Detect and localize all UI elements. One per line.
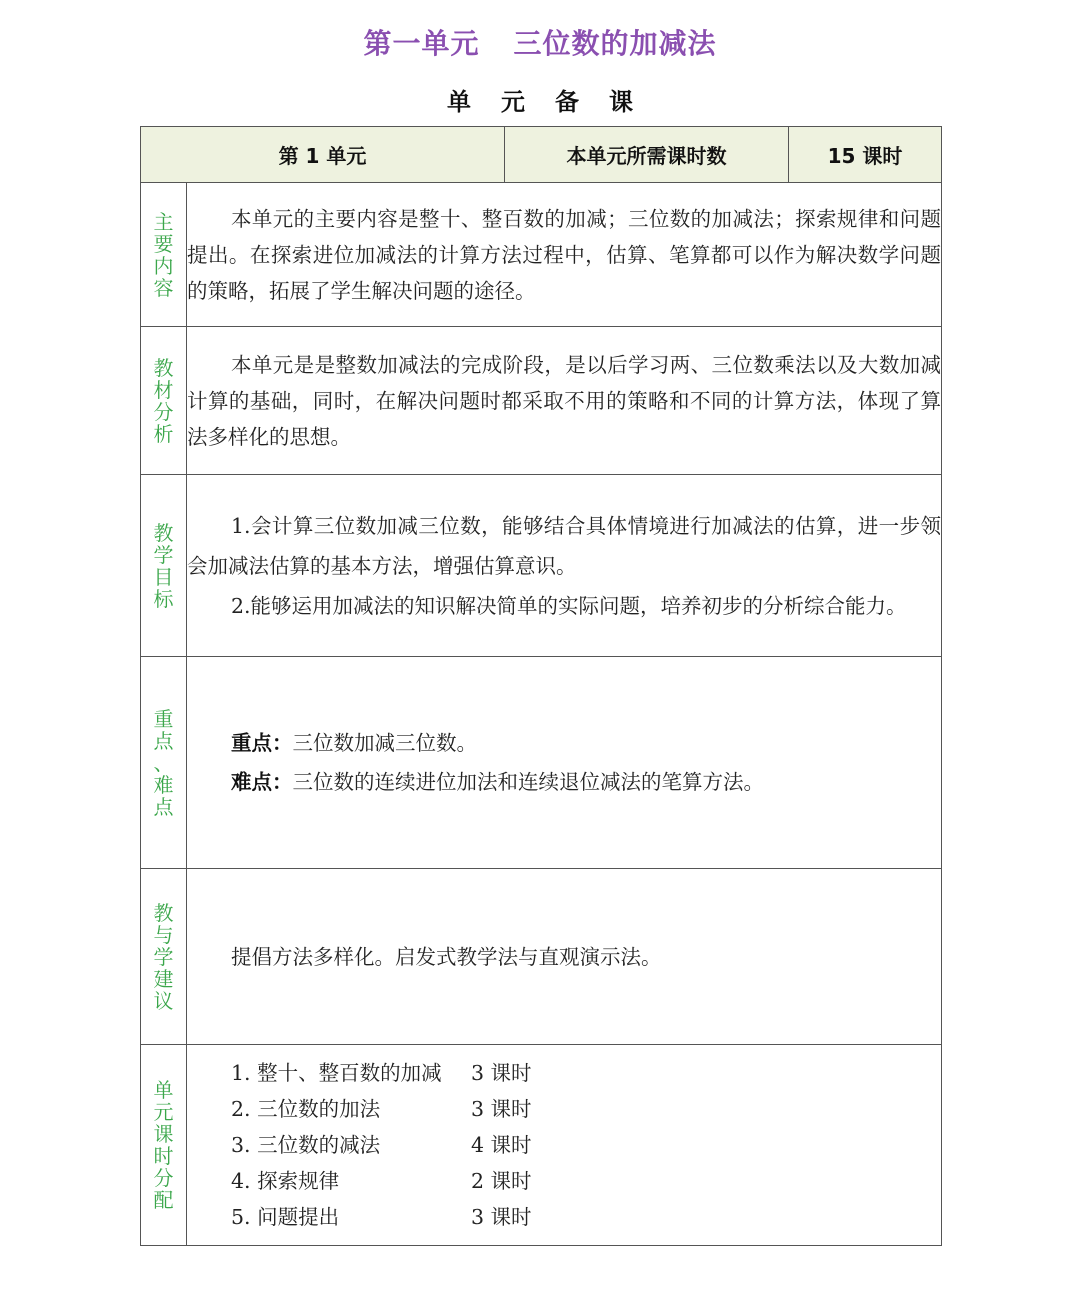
label-char: 点 [153, 728, 174, 753]
label-text [141, 357, 186, 445]
label-char: 教 [153, 355, 174, 380]
side-label-goals [141, 475, 187, 657]
goal-item: 1.会计算三位数加减三位数，能够结合具体情境进行加减法的估算，进一步领会加减法估算的基本方法，增强估算意识。 [187, 513, 941, 578]
schedule-item-name: 4. 探索规律 [231, 1169, 340, 1193]
schedule-item-hours: 3 课时 [471, 1061, 532, 1085]
difficulty-label: 难点： [231, 769, 293, 794]
label-text [141, 522, 186, 610]
analysis-cell [187, 327, 942, 475]
label-char: 学 [153, 542, 174, 567]
suggestions-cell [187, 869, 942, 1045]
hours-label-cell: 本单元所需课时数 [505, 127, 789, 183]
label-char: 分 [153, 399, 174, 424]
hours-value-cell: 15 课时 [789, 127, 942, 183]
side-label-suggestions [141, 869, 187, 1045]
label-char: 主 [153, 209, 174, 234]
label-char: 材 [153, 377, 174, 402]
side-label-key-points [141, 657, 187, 869]
label-char: 目 [153, 564, 174, 589]
label-char: 与 [153, 922, 174, 947]
schedule-item-name: 5. 问题提出 [231, 1205, 340, 1229]
label-char: 析 [153, 421, 174, 446]
label-char: 课 [153, 1122, 174, 1146]
key-point-label: 重点： [231, 730, 293, 755]
schedule-item [231, 1055, 941, 1091]
label-char: 教 [153, 520, 174, 545]
schedule-list [187, 1055, 941, 1235]
difficulty-text: 三位数的连续进位加法和连续退位减法的笔算方法。 [292, 769, 764, 794]
schedule-item [231, 1091, 941, 1127]
label-text [141, 211, 186, 299]
unit-number-cell: 第 1 单元 [141, 127, 505, 183]
label-char: 分 [153, 1166, 174, 1190]
main-content-row [141, 183, 942, 327]
key-points-cell [187, 657, 942, 869]
side-label-main-content [141, 183, 187, 327]
header-row [141, 127, 942, 183]
side-label-schedule [141, 1045, 187, 1246]
schedule-item [231, 1163, 941, 1199]
unit-plan-table [140, 126, 942, 1246]
analysis-text: 本单元是是整数加减法的完成阶段，是以后学习两、三位数乘法以及大数加减计算的基础，同时，在解决问题时都采取不用的策略和不同的计算方法，体现了算法多样化的思想。 [187, 352, 941, 449]
label-char: 点 [153, 794, 174, 819]
label-text [141, 902, 186, 1012]
key-points-row [141, 657, 942, 869]
schedule-item-hours: 4 课时 [471, 1133, 532, 1157]
main-content-text: 本单元的主要内容是整十、整百数的加减；三位数的加减法；探索规律和问题提出。在探索进位加减法的计算方法过程中，估算、笔算都可以作为解决数学问题的策略，拓展了学生解决问题的途径。 [187, 206, 941, 303]
label-char: 重 [153, 706, 174, 731]
title-unit: 第一单元 [363, 27, 480, 60]
label-char: 学 [153, 944, 174, 969]
side-label-analysis [141, 327, 187, 475]
page-title [0, 22, 1080, 62]
schedule-cell [187, 1045, 942, 1246]
label-char: 建 [153, 966, 174, 991]
goals-cell [187, 475, 942, 657]
label-char: 时 [153, 1144, 174, 1168]
label-char: 教 [153, 900, 174, 925]
key-points-list [187, 724, 941, 802]
label-char: 、 [153, 750, 174, 775]
title-topic: 三位数的加减法 [513, 27, 717, 60]
label-char: 要 [153, 231, 174, 256]
suggestions-row [141, 869, 942, 1045]
goals-row [141, 475, 942, 657]
page-subtitle: 单元备课 [447, 88, 663, 116]
key-point-text: 三位数加减三位数。 [292, 730, 477, 755]
schedule-row [141, 1045, 942, 1246]
label-char: 容 [153, 275, 174, 300]
main-content-cell [187, 183, 942, 327]
schedule-item [231, 1127, 941, 1163]
schedule-item [231, 1199, 941, 1235]
schedule-item-name: 1. 整十、整百数的加减 [231, 1061, 442, 1085]
goal-item: 2.能够运用加减法的知识解决简单的实际问题，培养初步的分析综合能力。 [231, 593, 907, 618]
label-char: 内 [153, 253, 174, 278]
schedule-item-name: 3. 三位数的减法 [231, 1133, 381, 1157]
key-point-line [231, 724, 941, 763]
label-char: 标 [153, 586, 174, 611]
label-char: 配 [153, 1188, 174, 1212]
label-char: 元 [153, 1100, 174, 1124]
label-text [141, 1079, 186, 1211]
difficulty-line [231, 763, 941, 802]
analysis-row [141, 327, 942, 475]
label-char: 难 [153, 772, 174, 797]
schedule-item-hours: 3 课时 [471, 1205, 532, 1229]
schedule-item-hours: 3 课时 [471, 1097, 532, 1121]
label-text [141, 708, 186, 818]
schedule-item-name: 2. 三位数的加法 [231, 1097, 381, 1121]
schedule-item-hours: 2 课时 [471, 1169, 532, 1193]
label-char: 议 [153, 988, 174, 1013]
suggestions-text: 提倡方法多样化。启发式教学法与直观演示法。 [231, 944, 662, 969]
label-char: 单 [153, 1078, 174, 1102]
